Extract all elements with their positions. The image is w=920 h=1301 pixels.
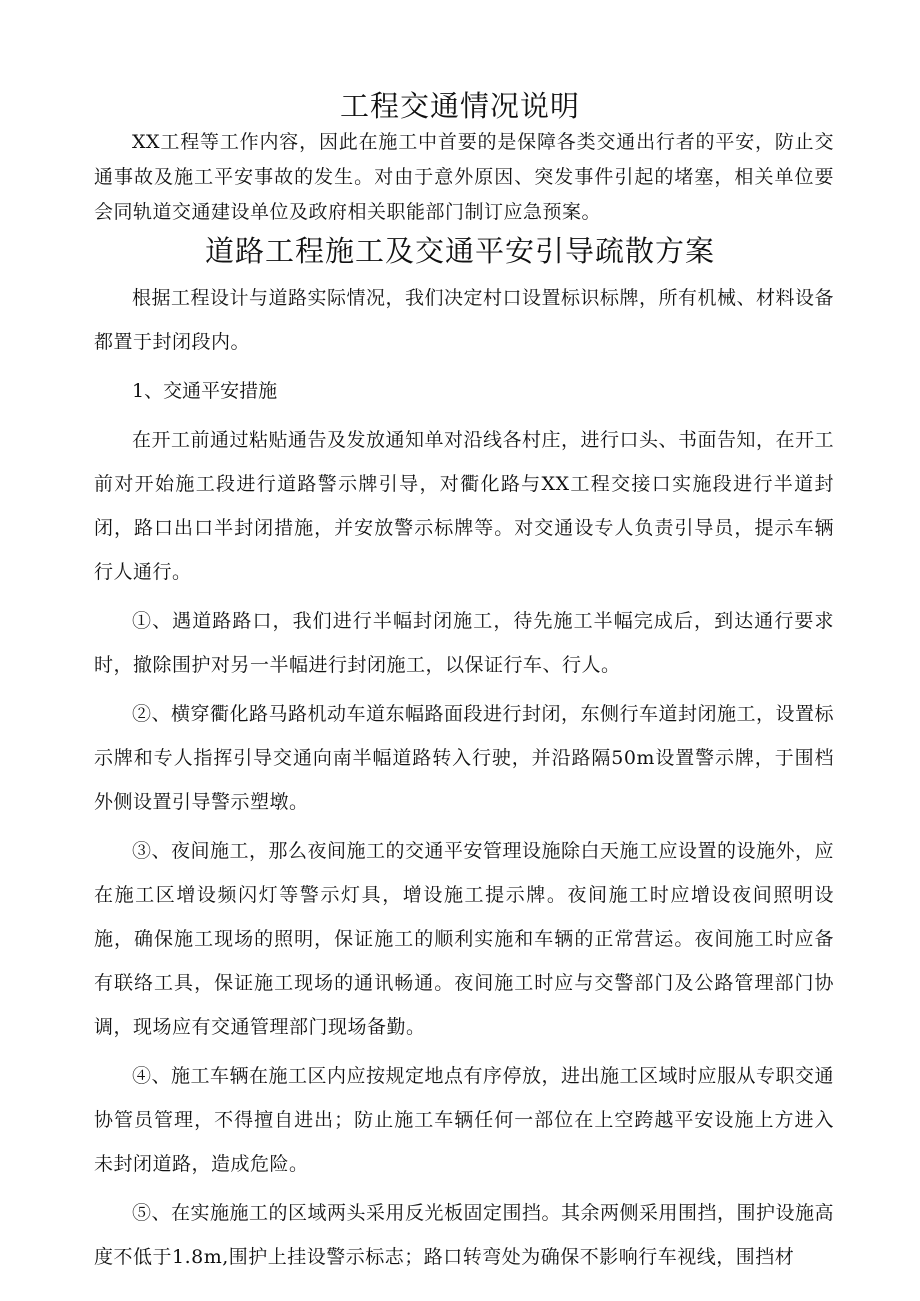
document-title: 工程交通情况说明 (339, 89, 580, 123)
paragraph-item-4: ④、施工车辆在施工区内应按规定地点有序停放，进出施工区域时应服从专职交通协管员管理，不得擅自进出；防止施工车辆任何一部位在上空跨越平安设施上方进入未封闭道路，造成危险。 (94, 1065, 835, 1175)
document-body (94, 276, 834, 1284)
intro-paragraph: XX工程等工作内容，因此在施工中首要的是保障各类交通出行者的平安，防止交通事故及施工平安事故的发生。对由于意外原因、突发事件引起的堵塞，相关单位要会同轨道交通建设单位及政府相关职能部门制订应急预案。 (94, 131, 834, 223)
subsection-heading: 1、交通平安措施 (132, 380, 278, 402)
paragraph-overview: 根据工程设计与道路实际情况，我们决定村口设置标识标牌，所有机械、材料设备都置于封闭段内。 (94, 287, 835, 353)
paragraph-item-3: ③、夜间施工，那么夜间施工的交通平安管理设施除白天施工应设置的设施外，应在施工区增设频闪灯等警示灯具，增设施工提示牌。夜间施工时应增设夜间照明设施，确保施工现场的照明，保证施工的顺利实施和车辆的正常营运。夜间施工时应备有联络工具，保证施工现场的通讯畅通。夜间施工时应与交警部门及公路管理部门协调，现场应有交通管理部门现场备勤。 (94, 840, 835, 1038)
paragraph-notice: 在开工前通过粘贴通告及发放通知单对沿线各村庄，进行口头、书面告知，在开工前对开始施工段进行道路警示牌引导，对衢化路与XX工程交接口实施段进行半道封闭，路口出口半封闭措施，并安放警示标牌等。对交通设专人负责引导员，提示车辆行人通行。 (94, 429, 835, 583)
paragraph-item-2: ②、横穿衢化路马路机动车道东幅路面段进行封闭，东侧行车道封闭施工，设置标示牌和专人指挥引导交通向南半幅道路转入行驶，并沿路隔50m设置警示牌，于围档外侧设置引导警示塑墩。 (94, 703, 835, 813)
paragraph-item-5: ⑤、在实施施工的区域两头采用反光板固定围挡。其余两侧采用围挡，围护设施高度不低于1.8m,围护上挂设警示标志；路口转弯处为确保不影响行车视线，围挡材 (94, 1202, 835, 1268)
paragraph-item-1: ①、遇道路路口，我们进行半幅封闭施工，待先施工半幅完成后，到达通行要求时，撤除围护对另一半幅进行封闭施工，以保证行车、行人。 (94, 610, 834, 676)
section-title: 道路工程施工及交通平安引导疏散方案 (204, 234, 715, 268)
